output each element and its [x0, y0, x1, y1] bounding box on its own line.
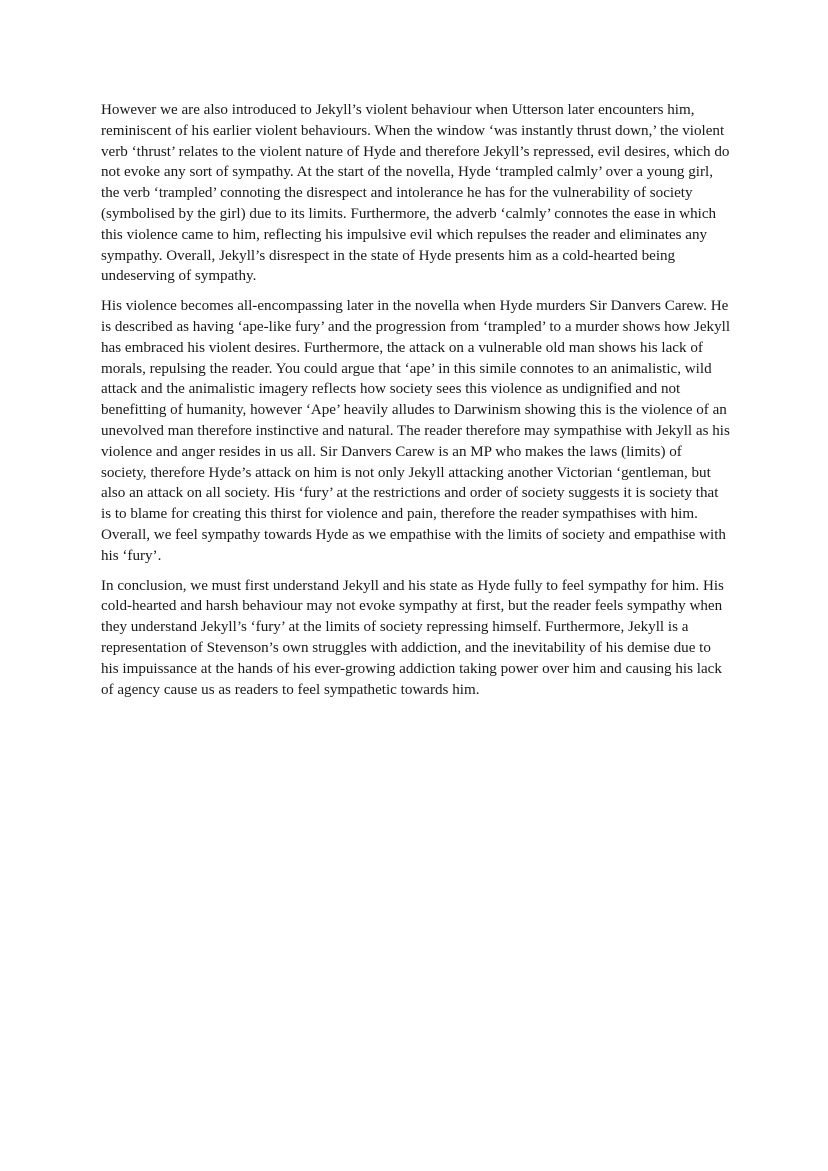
paragraph-conclusion: In conclusion, we must first understand Jekyll and his state as Hyde fully to feel sympathy for him. His cold-hearted and harsh behaviour may not evoke sympathy at first, but the reader feels sympathy when they understand Jekyll’s ‘fury’ at the limits of society repressing himself. Furthermore, Jekyll is a representation of Stevenson’s own struggles with addiction, and the inevitability of his demise due to his impuissance at the hands of his ever-growing addiction taking power over him and causing his lack of agency cause us as readers to feel sympathetic towards him. — [101, 577, 724, 698]
document-page — [101, 100, 731, 709]
paragraph-violent-behaviour: However we are also introduced to Jekyll’s violent behaviour when Utterson later encounters him, reminiscent of his earlier violent behaviours. When the window ‘was instantly thrust down,’ the violent verb ‘thrust’ relates to the violent nature of Hyde and therefore Jekyll’s repressed, evil desires, which do not evoke any sort of sympathy. At the start of the novella, Hyde ‘trampled calmly’ over a young girl, the verb ‘trampled’ connoting the disrespect and intolerance he has for the vulnerability of society (symbolised by the girl) due to its limits. Furthermore, the adverb ‘calmly’ connotes the ease in which this violence came to him, reflecting his impulsive evil which repulses the reader and eliminates any sympathy. Overall, Jekyll’s disrespect in the state of Hyde presents him as a cold-hearted being undeserving of sympathy. — [101, 102, 730, 285]
paragraph-sir-danvers-carew: His violence becomes all-encompassing later in the novella when Hyde murders Sir Danvers Carew. He is described as having ‘ape-like fury’ and the progression from ‘trampled’ to a murder shows how Jekyll has embraced his violent desires. Furthermore, the attack on a vulnerable old man shows his lack of morals, repulsing the reader. You could argue that ‘ape’ in this simile connotes to an animalistic, wild attack and the animalistic imagery reflects how society sees this violence as undignified and not benefitting of humanity, however ‘Ape’ heavily alludes to Darwinism showing this is the violence of an unevolved man therefore instinctive and natural. The reader therefore may sympathise with Jekyll as his violence and anger resides in us all. Sir Danvers Carew is an MP who makes the laws (limits) of society, therefore Hyde’s attack on him is not only Jekyll attacking another Victorian ‘gentleman, but also an attack on all society. His ‘fury’ at the restrictions and order of society suggests it is society that is to blame for creating this thirst for violence and pain, therefore the reader sympathises with him. Overall, we feel sympathy towards Hyde as we empathise with the limits of society and empathise with his ‘fury’. — [101, 298, 731, 564]
